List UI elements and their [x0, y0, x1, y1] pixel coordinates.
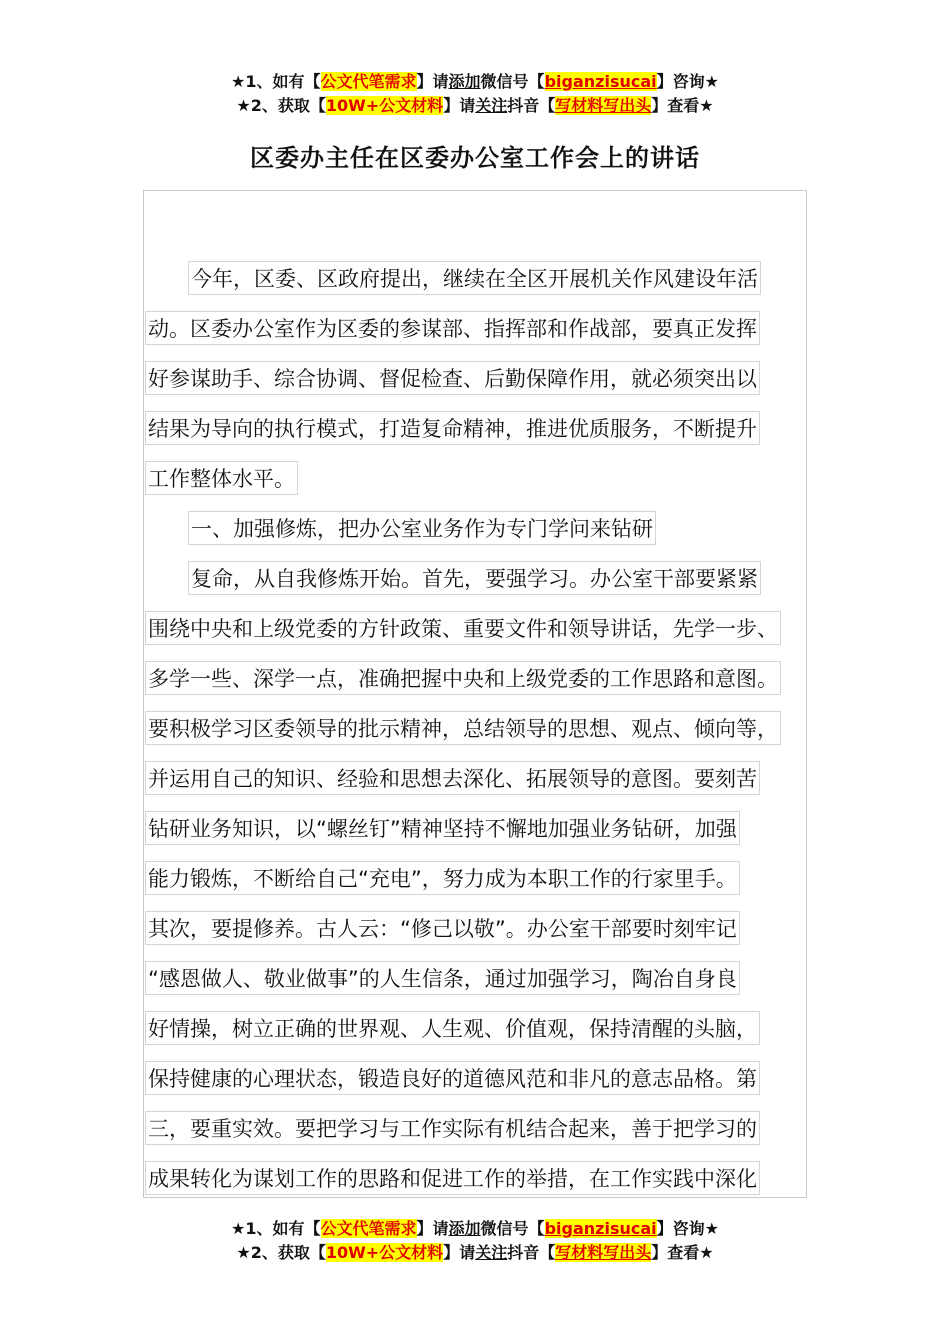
- banner-highlight: 10W+公文材料: [325, 96, 444, 115]
- douyin-name-highlight: 写材料写出头: [555, 1243, 652, 1262]
- text-line: 好参谋助手、综合协调、督促检查、后勤保障作用，就必须突出以: [145, 361, 760, 395]
- banner-text: 】咨询★: [656, 72, 719, 91]
- banner-line-2: [0, 94, 950, 118]
- banner-text: 抖音【: [507, 1243, 556, 1262]
- banner-text: 】请: [416, 1219, 449, 1238]
- banner-text: 】请: [443, 96, 476, 115]
- text-line: 多学一些、深学一点，准确把握中央和上级党委的工作思路和意图。: [145, 661, 781, 695]
- banner-underline: 添加: [448, 72, 481, 91]
- text-line: 围绕中央和上级党委的方针政策、重要文件和领导讲话，先学一步、: [145, 611, 781, 645]
- wechat-id-highlight: biganzisucai: [544, 72, 657, 91]
- banner-underline: 关注: [475, 1243, 508, 1262]
- text-line: 保持健康的心理状态，锻造良好的道德风范和非凡的意志品格。第: [145, 1061, 760, 1095]
- text-line: 其次，要提修养。古人云：“修己以敬”。办公室干部要时刻牢记: [145, 911, 740, 945]
- text-line: 一、加强修炼，把办公室业务作为专门学问来钻研: [188, 511, 656, 545]
- text-line: 动。区委办公室作为区委的参谋部、指挥部和作战部，要真正发挥: [145, 311, 760, 345]
- banner-underline: 添加: [448, 1219, 481, 1238]
- banner-highlight: 10W+公文材料: [325, 1243, 444, 1262]
- douyin-name-highlight: 写材料写出头: [555, 96, 652, 115]
- text-line: 复命，从自我修炼开始。首先，要强学习。办公室干部要紧紧: [188, 561, 761, 595]
- banner-text: ★1、如有【: [231, 1219, 321, 1238]
- text-line: 结果为导向的执行模式，打造复命精神，推进优质服务，不断提升: [145, 411, 760, 445]
- bottom-banner: [0, 1217, 950, 1265]
- text-line: 工作整体水平。: [145, 461, 298, 495]
- banner-text: 微信号【: [480, 72, 545, 91]
- top-banner: [0, 70, 950, 118]
- banner-line-1: [0, 1217, 950, 1241]
- banner-text: ★1、如有【: [231, 72, 321, 91]
- banner-text: 】咨询★: [656, 1219, 719, 1238]
- wechat-id-highlight: biganzisucai: [544, 1219, 657, 1238]
- banner-text: ★2、获取【: [236, 1243, 326, 1262]
- text-line: “感恩做人、敬业做事”的人生信条，通过加强学习，陶冶自身良: [145, 961, 740, 995]
- banner-underline: 关注: [475, 96, 508, 115]
- text-line: 三，要重实效。要把学习与工作实际有机结合起来，善于把学习的: [145, 1111, 760, 1145]
- banner-text: 微信号【: [480, 1219, 545, 1238]
- banner-text: 】查看★: [651, 1243, 714, 1262]
- text-line: 要积极学习区委领导的批示精神，总结领导的思想、观点、倾向等，: [145, 711, 781, 745]
- text-line: 并运用自己的知识、经验和思想去深化、拓展领导的意图。要刻苦: [145, 761, 760, 795]
- document-title: 区委办主任在区委办公室工作会上的讲话: [250, 144, 700, 172]
- text-line: 钻研业务知识，以“螺丝钉”精神坚持不懈地加强业务钻研，加强: [145, 811, 740, 845]
- banner-highlight: 公文代笔需求: [320, 72, 417, 91]
- banner-text: 抖音【: [507, 96, 556, 115]
- banner-text: ★2、获取【: [236, 96, 326, 115]
- text-line: 能力锻炼，不断给自己“充电”，努力成为本职工作的行家里手。: [145, 861, 740, 895]
- banner-line-1: [0, 70, 950, 94]
- text-line: 今年，区委、区政府提出，继续在全区开展机关作风建设年活: [188, 261, 761, 295]
- banner-text: 】请: [443, 1243, 476, 1262]
- banner-highlight: 公文代笔需求: [320, 1219, 417, 1238]
- banner-text: 】查看★: [651, 96, 714, 115]
- text-line: 成果转化为谋划工作的思路和促进工作的举措，在工作实践中深化: [145, 1161, 760, 1195]
- banner-line-2: [0, 1241, 950, 1265]
- banner-text: 】请: [416, 72, 449, 91]
- text-line: 好情操，树立正确的世界观、人生观、价值观，保持清醒的头脑，: [145, 1011, 760, 1045]
